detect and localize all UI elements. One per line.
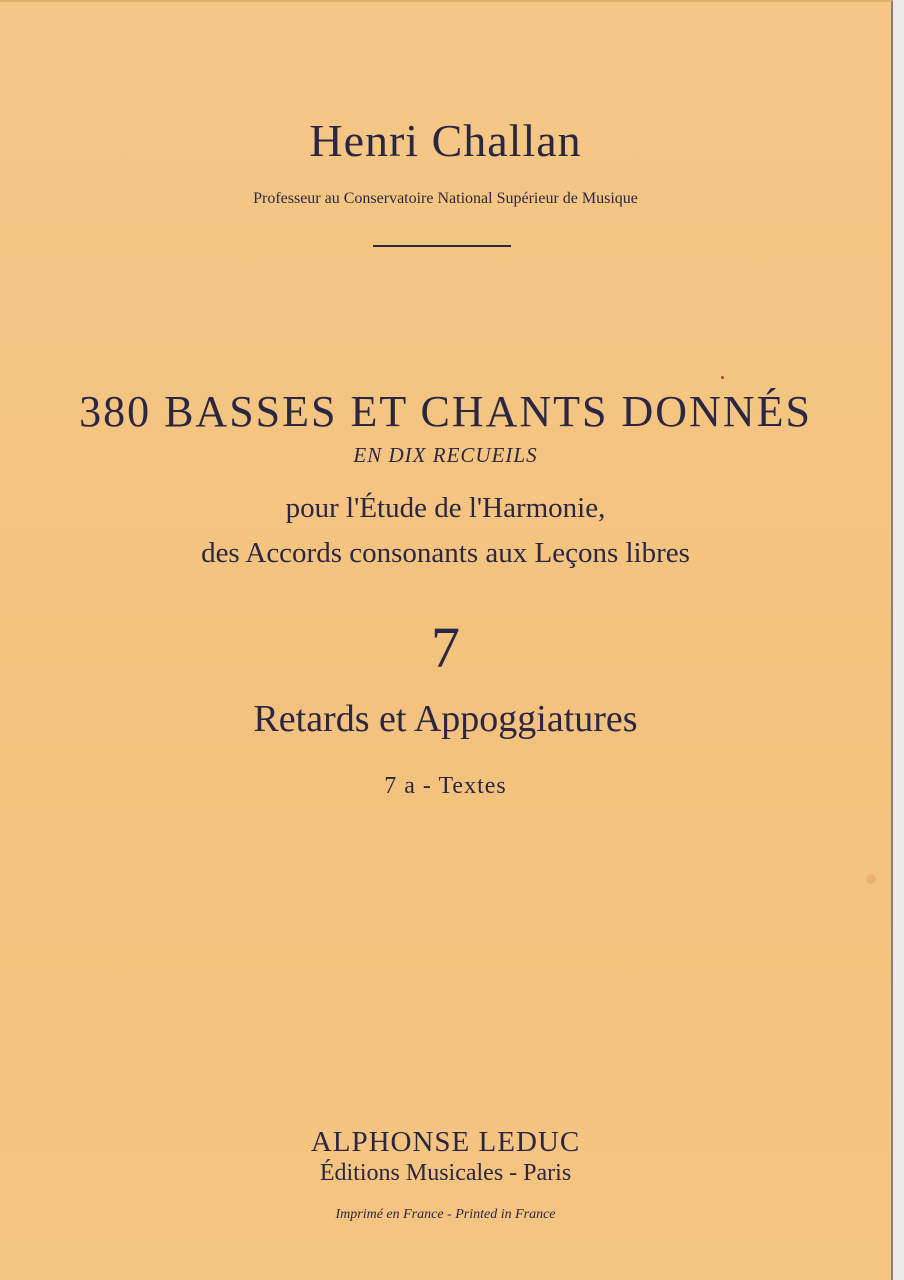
printed-note: Imprimé en France - Printed in France xyxy=(335,1207,556,1222)
part-label: 7 a - Textes xyxy=(384,773,507,799)
ink-speck xyxy=(721,376,724,379)
stain-spot xyxy=(866,874,876,884)
book-title: 380 BASSES ET CHANTS DONNÉS xyxy=(79,387,812,436)
volume-title: Retards et Appoggiatures xyxy=(253,698,638,740)
divider-rule xyxy=(373,245,511,247)
page-edge-strip xyxy=(893,0,904,1280)
publisher-subtitle: Éditions Musicales - Paris xyxy=(319,1160,572,1186)
publisher-name: ALPHONSE LEDUC xyxy=(310,1126,581,1158)
purpose-line-2: des Accords consonants aux Leçons libres xyxy=(201,537,690,569)
series-note: EN DIX RECUEILS xyxy=(353,443,538,467)
purpose-line-1: pour l'Étude de l'Harmonie, xyxy=(285,492,606,524)
author-subtitle: Professeur au Conservatoire National Supérieur de Musique xyxy=(253,190,638,207)
author-name: Henri Challan xyxy=(309,115,582,166)
volume-number: 7 xyxy=(431,615,460,680)
